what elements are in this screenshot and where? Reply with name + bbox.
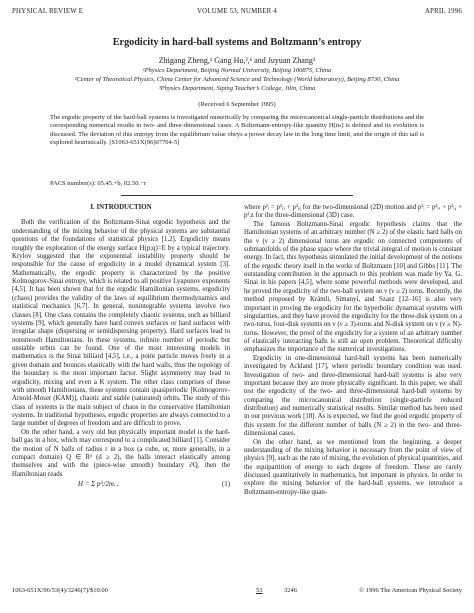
issue-date: APRIL 1996 [424, 8, 462, 15]
paragraph: Ergodicity in one-dimensional hard-ball systems has been numerically investigated by Ackland [17], where periodic boundary condition was used. Investigation of two- and three-dimensional hard-ball systems is also very important because they are more physically significant. In this paper, we shall test the ergodicity of the two- and three-dimensional hard-ball systems by comparing the microcanonical distribution (single-particle reduced distribution) and numerically statistical results. Similar method has been used in our previous work [18]. As is expected, we find the good ergodic property of this system for the different number of balls (N ≥ 2) in the two- and three-dimensional cases. [244, 354, 462, 438]
page-number: 3246 [284, 587, 297, 594]
volume-mark: 53 [256, 587, 263, 594]
paragraph: where p²ᵢ = p²ᵢₓ + p²ᵢᵧ for the two-dimensional (2D) motion and p²ᵢ = p²ᵢₓ + p²ᵢᵧ + p²ᵢz for the three-dimensional (3D) case. [244, 204, 462, 220]
affiliation-1: ¹Physics Department, Beijing Normal University, Beijing 100875, China [142, 67, 332, 74]
received-date: (Received 6 September 1995) [198, 101, 276, 108]
copyright-code: 1063-651X/96/53(4)/3246(7)/$10.00 [12, 587, 108, 594]
affiliation-2: ²Center of Theoretical Physics, China Center for Advanced Science and Technology (World laboratory), Beijing 8730, China [74, 76, 400, 83]
separator-rule [121, 195, 353, 196]
right-column [244, 204, 462, 497]
author-list: Zhigang Zheng,¹ Gang Hu,²,¹ and Juyuan Zhang³ [158, 56, 316, 65]
left-column [12, 204, 230, 494]
equation-1 [12, 479, 230, 494]
running-header [12, 8, 462, 20]
paper-title: Ergodicity in hard-ball systems and Boltzmann’s entropy [112, 37, 362, 48]
volume-number: VOLUME 53, NUMBER 4 [197, 8, 277, 15]
section-heading: I. INTRODUCTION [90, 204, 152, 211]
abstract: The ergodic property of the hard-ball systems is investigated numerically by comparing the microcanonical single-particle distributions and the corresponding numerical results in two- and three-dimensional cases. A Boltzmann-entropy-like quantity H(nₛ) is defined and its evolution is discussed. The deviation of this entropy from the equilibrium value obeys a power decay law in the long time limit, and the origin of this tail is explored heuristically. [S1063-651X(96)07704-5] [50, 114, 424, 147]
paragraph: Both the verification of the Boltzmann-Sinai ergodic hypothesis and the understanding of the mixing behavior of the physical systems are substantial questions of the foundations of statistical physics [1,2]. Ergodicity means roughly the exploration of the energy surface H(p;q)=E by a typical trajectory. Krylov suggested that the exponential instability property should be responsible for the cause of ergodicity in a model dynamical system [3]. Mathematically, the ergodic property is characterized by the positive Kolmogorov-Sinai entropy, which is related to all positive Lyapunov exponents [4,5]. It has been shown that for the ergodic Hamiltonian systems, ergodicity (chaos) provides the validity of the laws of equilibrium thermodynamics and statistical mechanics [6,7]. In general, nonintegrable systems involve two classes [8]. One class contains the completely chaotic systems, such as billiard systems [9], which generally have hard convex surfaces or hard surfaces with irregular shape (dispersing or semidispersing property). Hard surfaces lead to nonsmooth Hamiltonians. In these systems, infinite number of periodic but unstable orbits can be found. One of the most interesting models in mathematics is the Sinai billiard [4,5], i.e., a point particle moves freely in a given domain and bounces elastically with the hard walls, thus the topology of the boundary is the most important factor. Slight asymmetry may lead to ergodicity, mixing and even a K system. The other class comprises of those with smooth Hamiltonians, these systems contain quasiperiodic [Kolmogorov-Arnold-Moser (KAM)], chaotic and stable (saturated) orbits. The study of this class of systems is the main subject of chaos in the conservative Hamiltonian systems. In traditional hypotheses, ergodic properties are always connected to a large number of degrees of freedom and are difficult to prove. [12, 219, 230, 428]
copyright-notice: © 1996 The American Physical Society [359, 587, 462, 594]
page-footer [12, 587, 462, 599]
paragraph: On the other hand, a very old but physically important model is the hard-ball gas in a box, which may correspond to a complicated billiard [1]. Consider the motion of N balls of radius r in a box (a cube, or, more generally, in a compact domain) Q ∈ Rᵈ (d ≥ 2), the balls interact elastically among themselves and with the (piece-wise smooth) boundary ∂Q, then the Hamiltonian reads [12, 428, 230, 478]
pacs-numbers: PACS number(s): 05.45.+b, 02.50.−r [50, 180, 146, 187]
paragraph: On the other hand, as we mentioned from the beginning, a deeper understanding of the mixing behavior is necessary from the point of view of physics [9], such as the rate of mixing, the evolution of physical quantities, and the equipartition of energy to each degree of freedom. These are rarely discussed quantitatively in mathematics, but important in physics. In order to explore the mixing behavior of the hard-ball systems, we introduce a Boltzmann-entropy-like quan- [244, 438, 462, 496]
journal-name: PHYSICAL REVIEW E [12, 8, 84, 15]
equation-body: H = Σ p²ᵢ/2mᵢ , [78, 481, 119, 488]
affiliation-3: ³Physics Department, Siping Teacher’s College, Jilin, China [158, 85, 316, 92]
equation-number: (1) [221, 481, 230, 488]
paragraph: The famous Boltzmann-Sinai ergodic hypothesis claims that the Hamiltonian systems of an arbitrary number (N ≥ 2) of the elastic hard balls on the ν (ν ≥ 2) dimensional torus are ergodic on connected components of submanifolds of the phase space where the trivial integral of motion is constant energy. In fact, this hypothesis stimulated the initial development of the notions of the ergodic theory itself in the works of Boltzmann [10] and Gibbs [11]. The outstanding contribution in the approach to this problem was made by Ya. G. Sinai in his papers [4,5], where some powerful methods were developed, and he proved the ergodicity of the two-ball system on ν (ν ≥ 2) torus. Recently, the method proposed by Krámli, Simanyi, and Szasz [12–16] is also very important in proving the ergodicity for the hyperbolic dynamical systems with singularities, and they have proved the ergodicity for the three-disk system on a two-torus, four-disk systems on ν (ν ≥ 3)-torus and N-disk system on ν (ν ≥ N)-torus. However, the proof of the ergodicity for a system of an arbitrary number of elastically interacting balls is still an open problem. Theoretical difficulty emphasizes the importance of the numerical investigations. [244, 220, 462, 354]
